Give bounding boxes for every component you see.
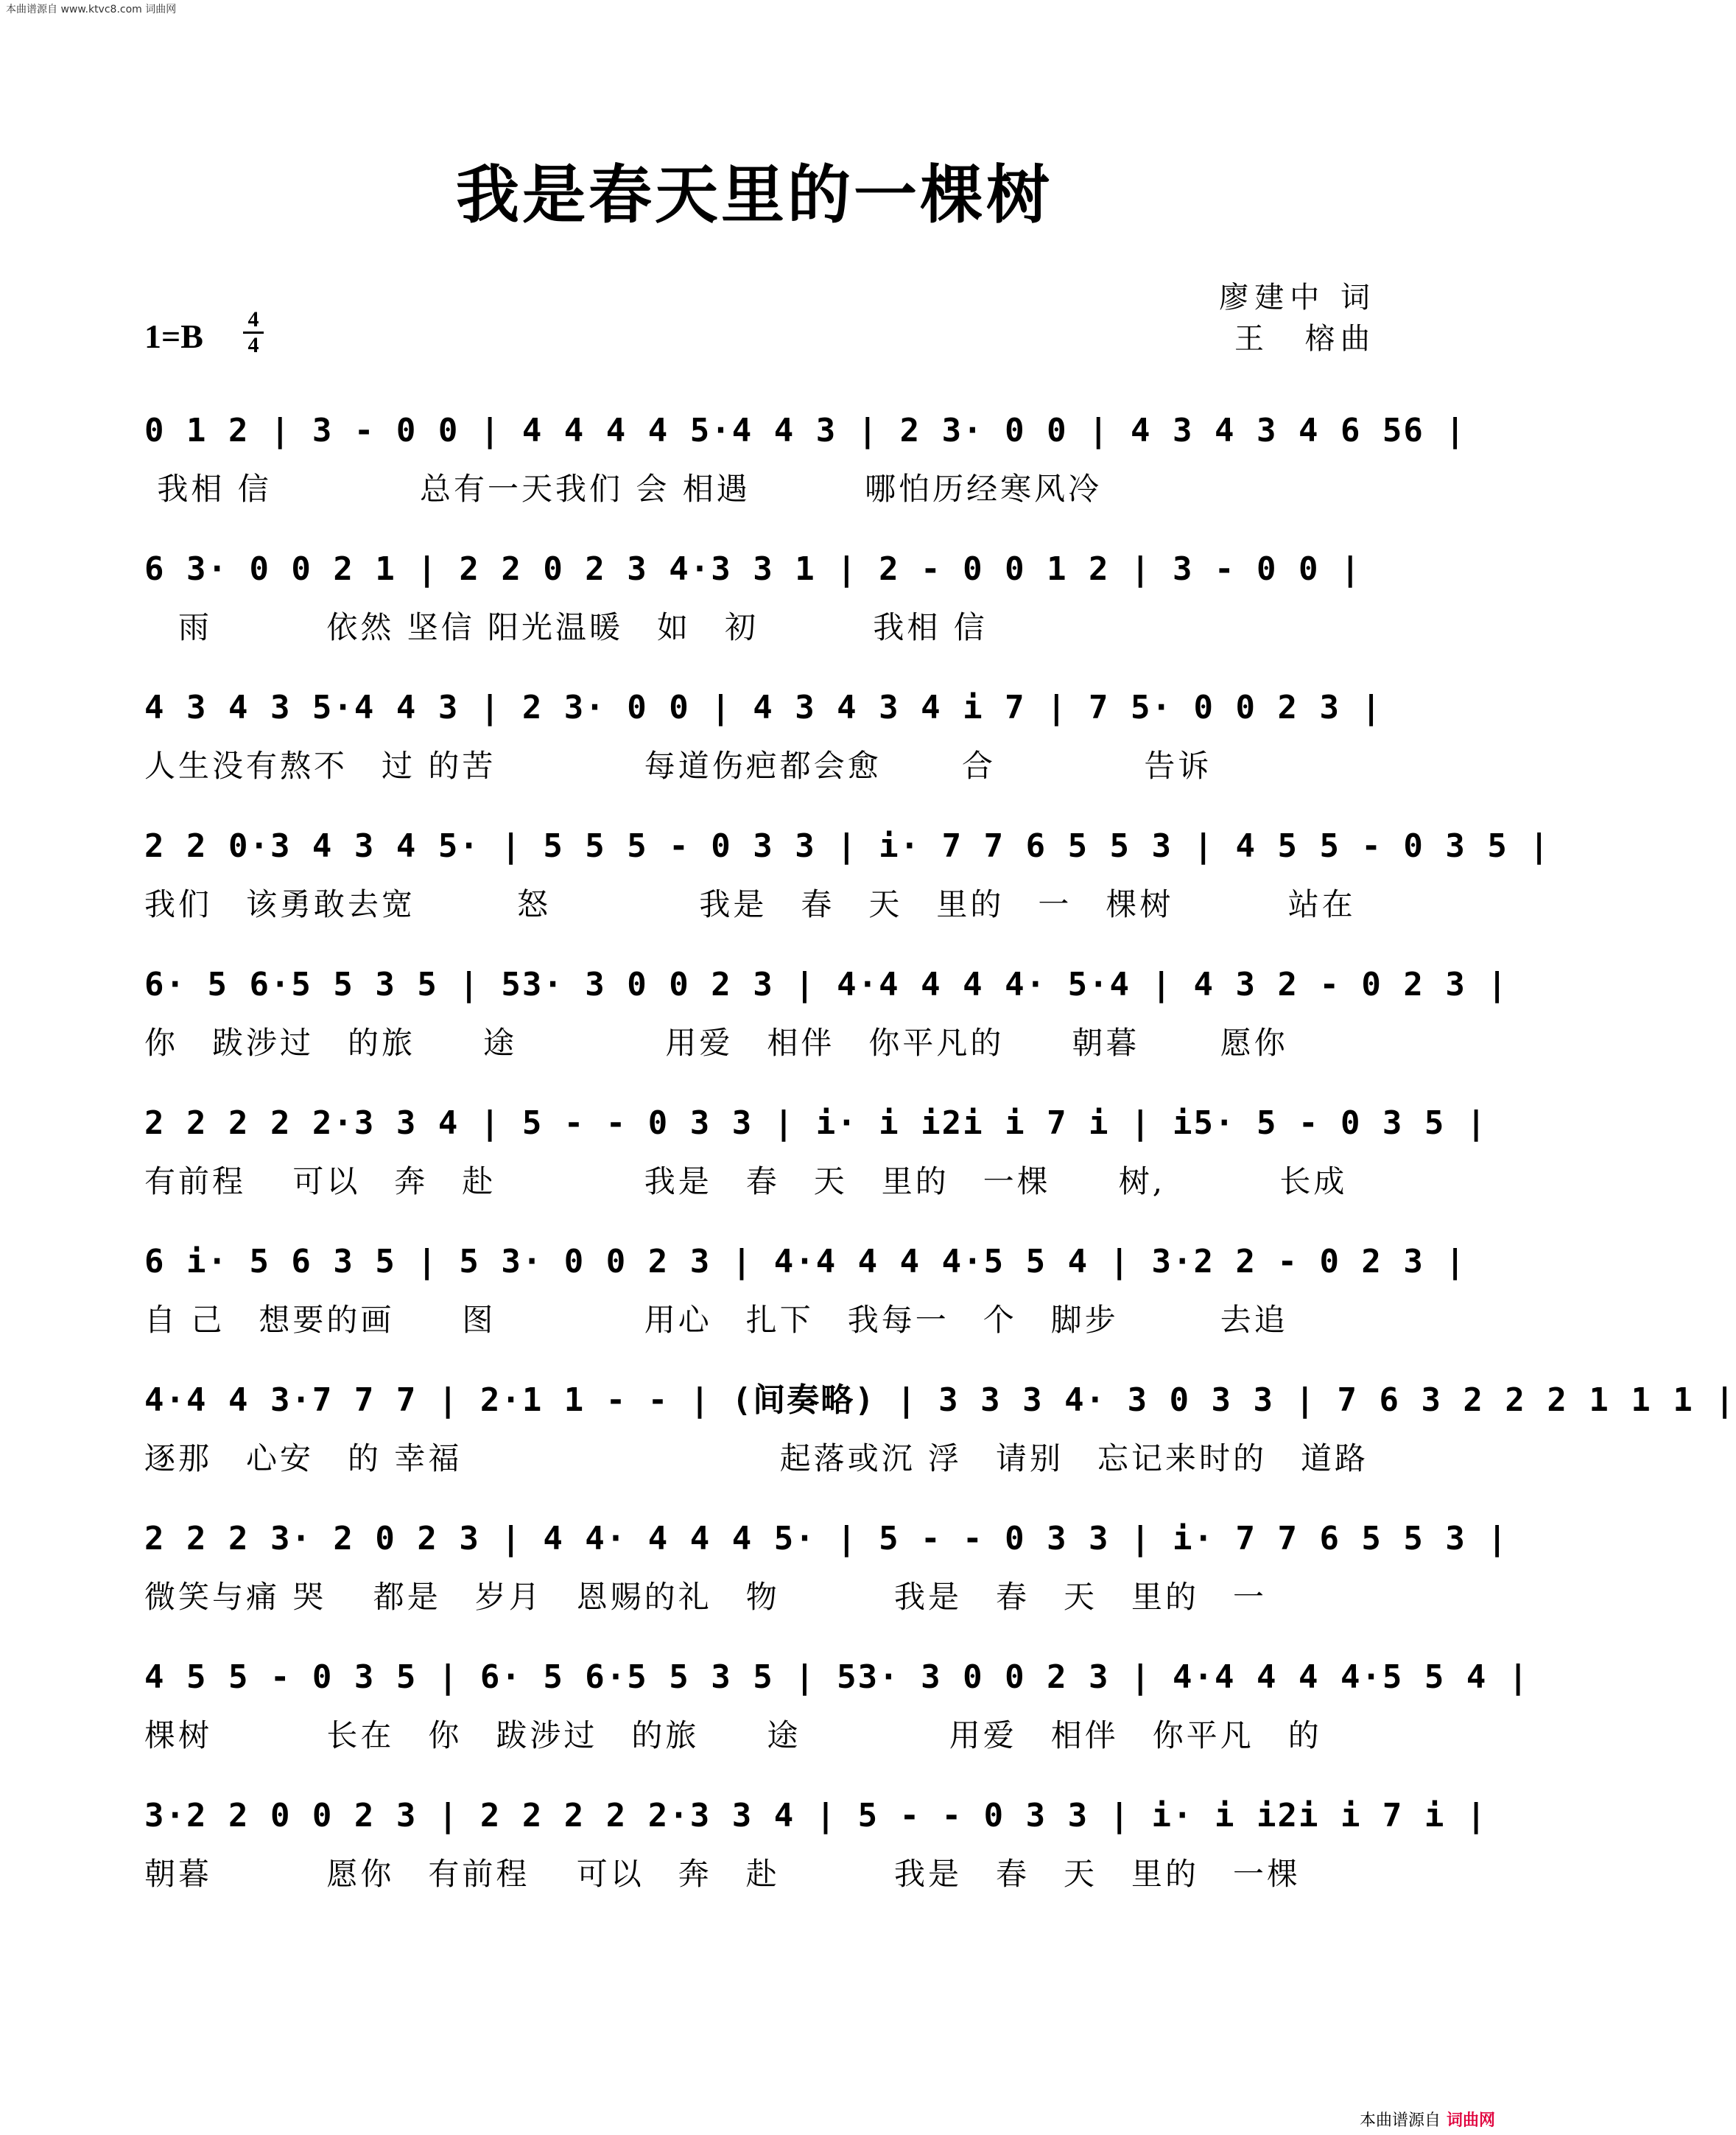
- key-signature: 1=B: [144, 318, 203, 355]
- lyricist-credit: 廖建中 词: [1219, 281, 1376, 315]
- notation-line: 2 2 2 3· 2 0 2 3 | 4 4· 4 4 4 5· | 5 - - 0 3 3 | i· 7 7 6 5 5 3 |: [144, 1520, 1508, 1557]
- lyrics-line: 雨 依然 坚信 阳光温暖 如 初 我相 信: [144, 609, 988, 645]
- time-signature-bottom: 4: [247, 333, 259, 357]
- lyrics-line: 逐那 心安 的 幸福 起落或沉 浮 请别 忘记来时的 道路: [144, 1440, 1369, 1476]
- notation-line: 2 2 0·3 4 3 4 5· | 5 5 5 - 0 3 3 | i· 7 7 6 5 5 3 | 4 5 5 - 0 3 5 |: [144, 827, 1550, 865]
- watermark-top: 本曲谱源自 www.ktvc8.com 词曲网: [6, 4, 177, 15]
- notation-line: 3·2 2 0 0 2 3 | 2 2 2 2 2·3 3 4 | 5 - - 0 3 3 | i· i i2i i 7 i |: [144, 1797, 1488, 1834]
- composer-credit: 王 榕曲: [1234, 322, 1376, 356]
- footer-source: 本曲谱源自: [1359, 2111, 1441, 2130]
- score-system: [0, 1236, 1508, 1361]
- lyrics-line: 朝暮 愿你 有前程 可以 奔 赴 我是 春 天 里的 一棵: [144, 1856, 1301, 1892]
- score-system: [0, 544, 1508, 669]
- score-system: [0, 1652, 1530, 1777]
- score-system: [0, 1790, 1508, 1915]
- song-title: 我是春天里的一棵树: [456, 158, 1053, 232]
- notation-line: 6 3· 0 0 2 1 | 2 2 0 2 3 4·3 3 1 | 2 - 0 0 1 2 | 3 - 0 0 |: [144, 550, 1362, 588]
- score-system: [0, 959, 1508, 1084]
- notation-line: 6 i· 5 6 3 5 | 5 3· 0 0 2 3 | 4·4 4 4 4·5 5 4 | 3·2 2 - 0 2 3 |: [144, 1243, 1466, 1280]
- lyrics-line: 我相 信 总有一天我们 会 相遇 哪怕历经寒风冷: [144, 471, 1103, 507]
- lyrics-line: 我们 该勇敢去宽 怒 我是 春 天 里的 一 棵树 站在: [144, 886, 1356, 922]
- score-system: [0, 821, 1550, 946]
- lyrics-line: 你 跋涉过 的旅 途 用爱 相伴 你平凡的 朝暮 愿你: [144, 1025, 1288, 1061]
- lyrics-line: 微笑与痛 哭 都是 岁月 恩赐的礼 物 我是 春 天 里的 一: [144, 1579, 1268, 1615]
- score-system: [0, 405, 1508, 530]
- score-system: [0, 682, 1508, 807]
- notation-line: 2 2 2 2 2·3 3 4 | 5 - - 0 3 3 | i· i i2i i 7 i | i5· 5 - 0 3 5 |: [144, 1104, 1488, 1142]
- time-signature: [242, 308, 265, 357]
- notation-line: 0 1 2 | 3 - 0 0 | 4 4 4 4 5·4 4 3 | 2 3· 0 0 | 4 3 4 3 4 6 56 |: [144, 412, 1466, 449]
- notation-line: 4 5 5 - 0 3 5 | 6· 5 6·5 5 3 5 | 53· 3 0 0 2 3 | 4·4 4 4 4·5 5 4 |: [144, 1658, 1530, 1696]
- lyrics-line: 棵树 长在 你 跋涉过 的旅 途 用爱 相伴 你平凡 的: [144, 1717, 1322, 1753]
- lyrics-line: 人生没有熬不 过 的苦 每道伤疤都会愈 合 告诉: [144, 748, 1212, 784]
- score-system: [0, 1375, 1736, 1500]
- notation-line: 6· 5 6·5 5 3 5 | 53· 3 0 0 2 3 | 4·4 4 4 4· 5·4 | 4 3 2 - 0 2 3 |: [144, 966, 1508, 1003]
- footer-watermark: [1360, 2108, 1495, 2131]
- lyrics-line: 有前程 可以 奔 赴 我是 春 天 里的 一棵 树, 长成: [144, 1163, 1348, 1199]
- notation-line: 4 3 4 3 5·4 4 3 | 2 3· 0 0 | 4 3 4 3 4 i 7 | 7 5· 0 0 2 3 |: [144, 689, 1382, 726]
- notation-line: 4·4 4 3·7 7 7 | 2·1 1 - - | (间奏略) | 3 3 3 4· 3 0 3 3 | 7 6 3 2 2 2 1 1 1 |: [144, 1381, 1736, 1419]
- lyrics-line: 自 己 想要的画 图 用心 扎下 我每一 个 脚步 去追: [144, 1302, 1288, 1338]
- score-system: [0, 1513, 1508, 1638]
- footer-site: 词曲网: [1446, 2111, 1495, 2130]
- time-signature-top: 4: [247, 307, 259, 332]
- score-system: [0, 1098, 1508, 1223]
